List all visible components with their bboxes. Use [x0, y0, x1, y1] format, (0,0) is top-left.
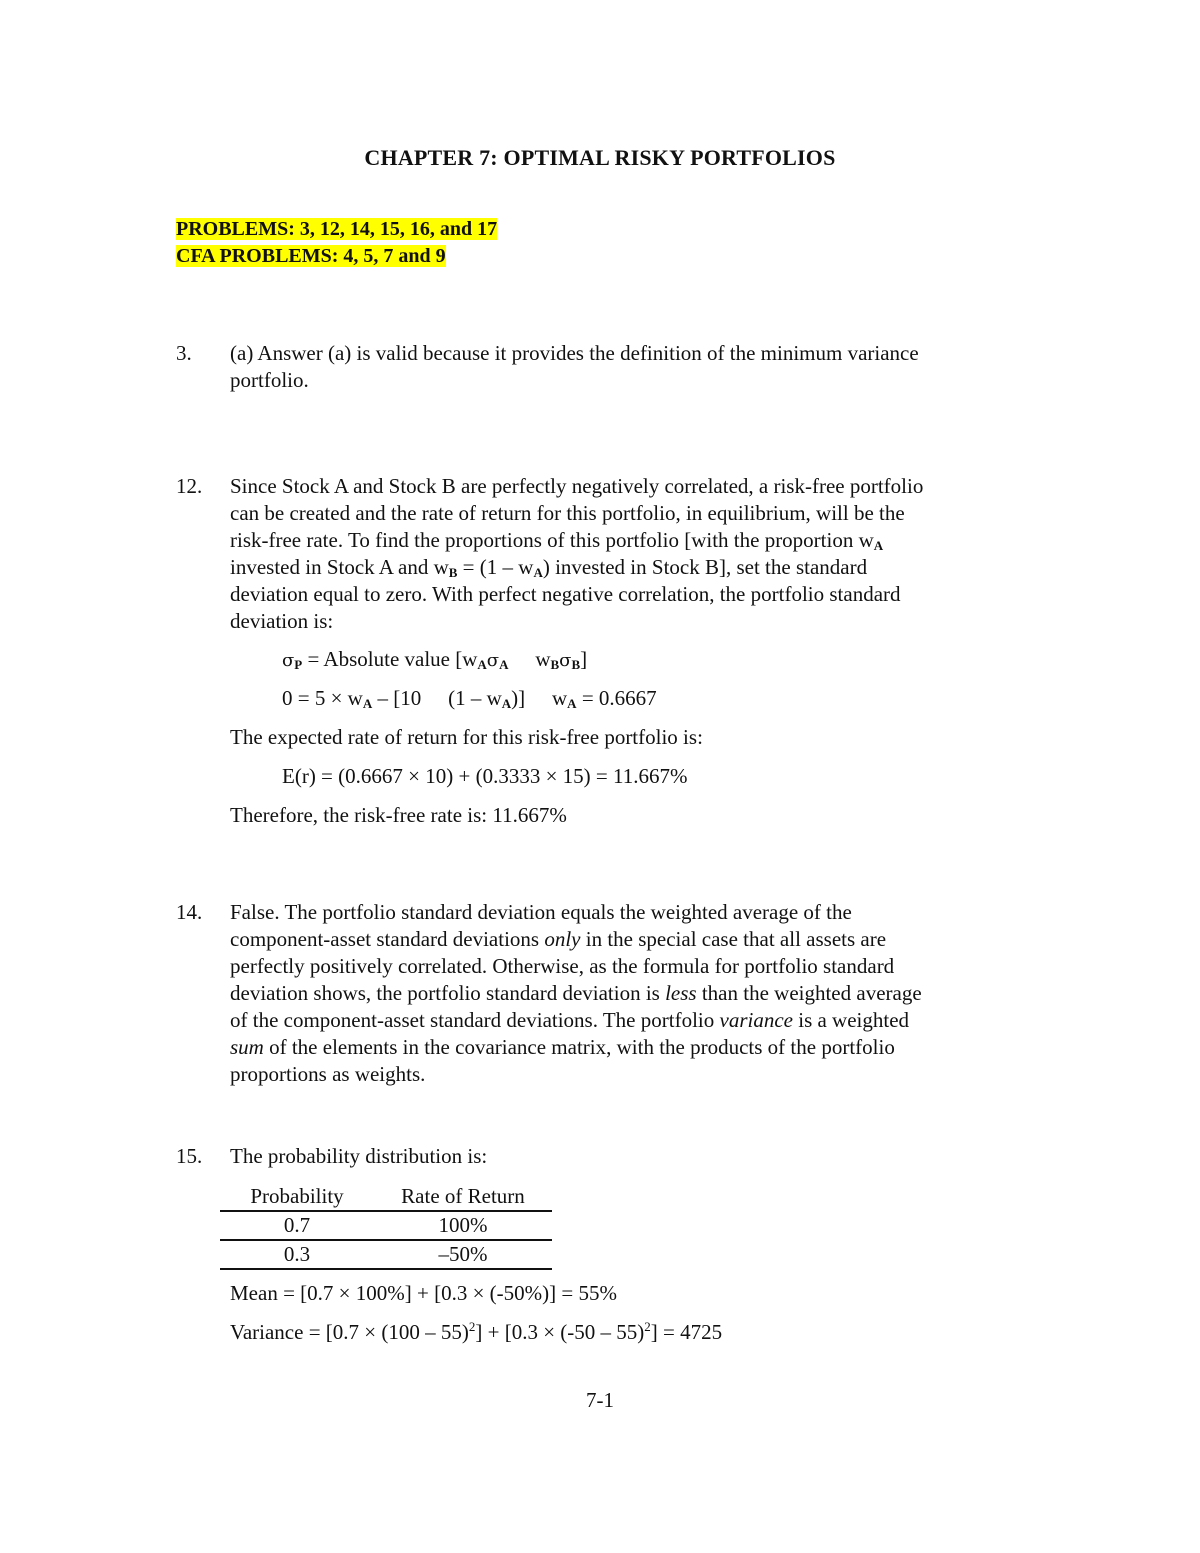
eq2-text4: )]: [511, 686, 531, 710]
q14-line-6: [230, 1034, 1030, 1061]
q12-line-2: can be created and the rate of return for this portfolio, in equilibrium, will be the: [230, 501, 905, 525]
q12-expected-line: The expected rate of return for this risk-free portfolio is:: [230, 725, 703, 749]
q12-conclusion: Therefore, the risk-free rate is: 11.667%: [230, 803, 567, 827]
eq1-p: P: [294, 657, 303, 672]
variance-exponent-2: 2: [644, 1319, 651, 1334]
q14-emphasis-less: less: [665, 981, 697, 1005]
q12-line-5: deviation equal to zero. With perfect negative correlation, the portfolio standard: [230, 582, 901, 606]
q15-number: 15.: [176, 1144, 203, 1168]
probability-table: [220, 1183, 552, 1270]
variance-exponent-1: 2: [468, 1319, 476, 1334]
q12-line-4: [230, 554, 1030, 581]
q12-equation-1: [282, 646, 587, 674]
eq1-b: B: [550, 657, 560, 672]
eq1-text: = Absolute value [w: [302, 647, 478, 671]
eq2-box2-glyph:  : [530, 686, 547, 710]
q14-line-4: [230, 980, 1030, 1007]
page-number: 7-1: [586, 1388, 614, 1412]
table-header-row: [220, 1183, 552, 1211]
q12-line-4-sub-b: B: [448, 565, 458, 580]
q12-line-3-text: risk-free rate. To find the proportions of this portfolio [with the proportion w: [230, 528, 874, 552]
q14-emphasis-sum: sum: [230, 1035, 264, 1059]
q12-line-4-mid: = (1 – w: [457, 555, 534, 579]
q12-equation-3: E(r) = (0.6667 × 10) + (0.3333 × 15) = 11.667%: [282, 764, 688, 788]
eq1-sigma-b: σ: [559, 650, 572, 671]
problems-list: [176, 216, 497, 243]
q12-line-4-sub-a: A: [533, 565, 543, 580]
q3-number: 3.: [176, 341, 192, 365]
eq2-a: A: [362, 696, 373, 711]
q3-line-1: (a) Answer (a) is valid because it provides the definition of the minimum variance: [230, 341, 919, 365]
q14-emphasis-only: only: [544, 927, 581, 951]
eq1-b2: B: [571, 657, 581, 672]
q12-line-1: Since Stock A and Stock B are perfectly negatively correlated, a risk-free portfolio: [230, 474, 924, 498]
eq1-w: w: [535, 647, 551, 671]
eq1-a2: A: [499, 657, 509, 672]
q14-line-4a: deviation shows, the portfolio standard deviation is: [230, 981, 666, 1005]
column-header-probability: Probability: [220, 1183, 374, 1211]
q14-line-5: [230, 1007, 1030, 1034]
eq1-sigma-a: σ: [486, 650, 500, 671]
q3-line-2: portfolio.: [230, 368, 309, 392]
q12-equation-2: [282, 685, 657, 712]
eq1-a: A: [477, 657, 487, 672]
table-cell: 100%: [374, 1211, 552, 1240]
eq1-sigma: σ: [282, 650, 295, 671]
variance-part-c: ] = 4725: [650, 1320, 723, 1344]
variance-part-a: Variance = [0.7 × (100 – 55): [230, 1320, 469, 1344]
q15-variance: [230, 1319, 1030, 1346]
column-header-rate-of-return: Rate of Return: [374, 1183, 552, 1211]
q14-line-6b: of the elements in the covariance matrix, with the products of the portfolio: [263, 1035, 895, 1059]
q14-line-7: proportions as weights.: [230, 1062, 426, 1086]
table-cell: 0.3: [220, 1240, 374, 1269]
table-row: [220, 1240, 552, 1269]
table-row: [220, 1211, 552, 1240]
q14-line-2a: component-asset standard deviations: [230, 927, 545, 951]
eq2-box1-glyph:  : [426, 686, 443, 710]
q14-line-3: perfectly positively correlated. Otherwise, as the formula for portfolio standard: [230, 954, 895, 978]
q14-line-5a: of the component-asset standard deviations. The portfolio: [230, 1008, 720, 1032]
q14-line-4b: than the weighted average: [696, 981, 922, 1005]
eq2-text6: = 0.6667: [576, 686, 657, 710]
chapter-title: CHAPTER 7: OPTIMAL RISKY PORTFOLIOS: [364, 145, 836, 170]
eq2-text3: (1 – w: [442, 686, 502, 710]
eq2-a2: A: [501, 696, 512, 711]
q14-emphasis-variance: variance: [719, 1008, 793, 1032]
q12-line-6: deviation is:: [230, 609, 334, 633]
q12-line-4-end: ) invested in Stock B], set the standard: [542, 555, 868, 579]
q12-number: 12.: [176, 474, 203, 498]
q15-intro: The probability distribution is:: [230, 1144, 488, 1168]
eq2-a3: A: [567, 696, 577, 711]
q14-line-2: [230, 926, 1030, 953]
q12-line-3: [230, 527, 1030, 554]
q14-number: 14.: [176, 900, 203, 924]
q14-line-5b: is a weighted: [792, 1008, 910, 1032]
cfa-problems-highlight: CFA PROBLEMS: 4, 5, 7 and 9: [176, 245, 446, 267]
table-cell: –50%: [374, 1240, 552, 1269]
problems-highlight: PROBLEMS: 3, 12, 14, 15, 16, and 17: [176, 218, 498, 240]
eq1-close: ]: [580, 647, 588, 671]
eq2-text5: w: [546, 686, 568, 710]
cfa-problems-list: [176, 243, 446, 270]
variance-part-b: ] + [0.3 × (-50 – 55): [475, 1320, 645, 1344]
eq2-text2: – [10: [372, 686, 427, 710]
q14-line-1: False. The portfolio standard deviation equals the weighted average of the: [230, 900, 852, 924]
table-cell: 0.7: [220, 1211, 374, 1240]
q14-line-2b: in the special case that all assets are: [580, 927, 887, 951]
q12-line-3-sub: A: [873, 538, 884, 553]
q15-mean: Mean = [0.7 × 100%] + [0.3 × (-50%)] = 55%: [230, 1281, 617, 1305]
q12-line-4-text: invested in Stock A and w: [230, 555, 449, 579]
eq1-box-glyph:  : [508, 647, 536, 671]
eq2-text1: 0 = 5 × w: [282, 686, 363, 710]
